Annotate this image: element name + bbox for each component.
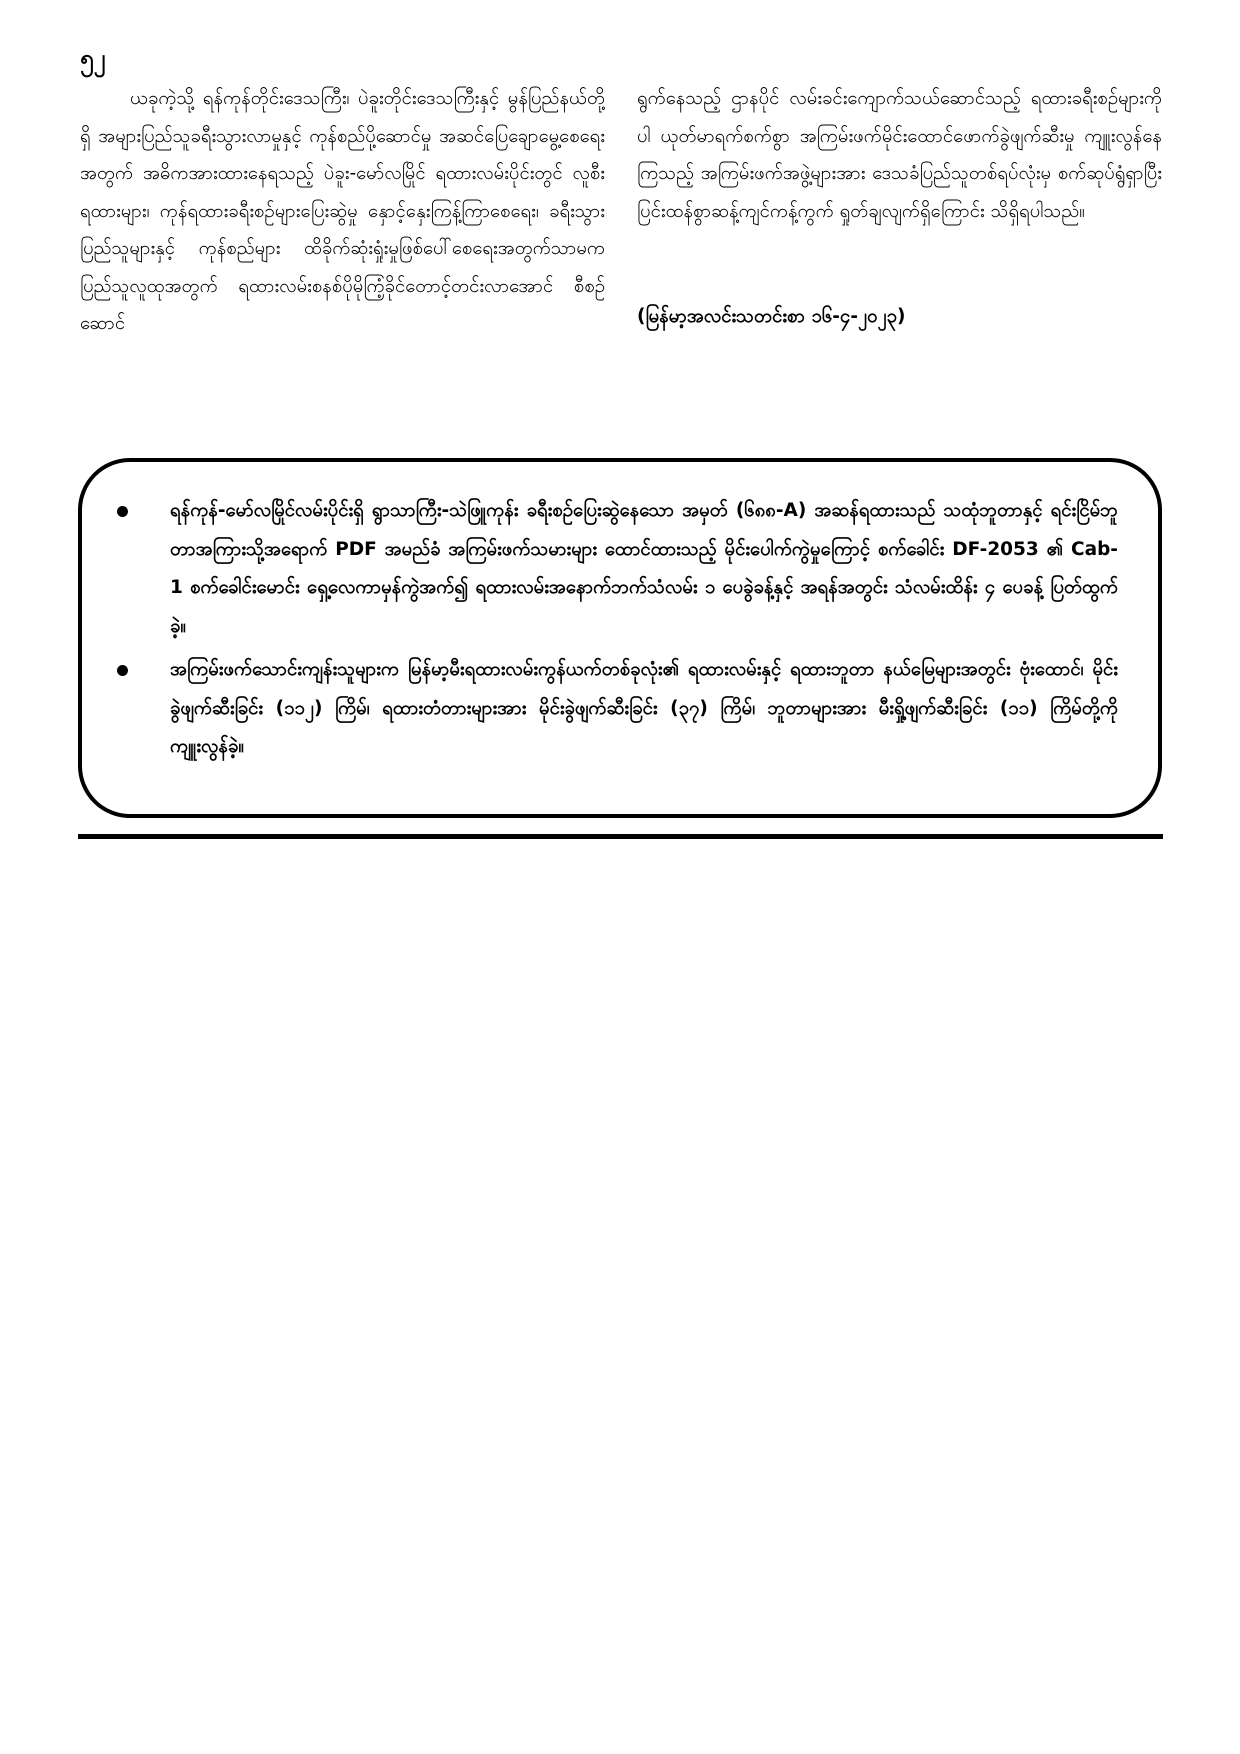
article-paragraph-right: ရွက်နေသည့် ဌာနပိုင် လမ်းခင်းကျောက်သယ်ဆောင်သည့် ရထားခရီးစဉ်များကိုပါ ယုတ်မာရက်စက်စွာ အကြမ်းဖက်မိုင်းထောင်ဖောက်ခွဲဖျက်ဆီးမှု ကျူးလွန်နေကြသည့် အကြမ်းဖက်အဖွဲ့များအား ဒေသခံပြည်သူတစ်ရပ်လုံးမှ စက်ဆုပ်ရွံရှာပြီး ပြင်းထန်စွာဆန့်ကျင်ကန့်ကွက် ရှုတ်ချလျက်ရှိကြောင်း သိရှိရပါသည်။ (637, 88, 1162, 222)
article-source: (မြန်မာ့အလင်းသတင်းစာ ၁၆-၄-၂၀၂၃) (637, 306, 906, 327)
page-number: ၅၂ (80, 44, 106, 72)
article-body (80, 80, 1162, 343)
summary-item (112, 651, 1118, 767)
summary-item (112, 492, 1118, 646)
article-right-column (637, 80, 1162, 343)
bullet-icon (117, 506, 128, 517)
summary-item-text: ရန်ကုန်-မော်လမြိုင်လမ်းပိုင်းရှိ ရွာသာကြီး-သဲဖြူကုန်း ခရီးစဉ်ပြေးဆွဲနေသော အမှတ် (၆၈၈-A) အဆန်ရထားသည် သထုံဘူတာနှင့် ရင်းငြိမ်ဘူတာအကြားသို့အရောက် PDF အမည်ခံ အကြမ်းဖက်သမားများ ထောင်ထားသည့် မိုင်းပေါက်ကွဲမှုကြောင့် စက်ခေါင်း DF-2053 ၏ Cab-1 စက်ခေါင်းမောင်း ရှေ့လေကာမှန်ကွဲအက်၍ ရထားလမ်းအနောက်ဘက်သံလမ်း ၁ ပေခွဲခန့်နှင့် အရန်အတွင်း သံလမ်းထိန်း ၄ ပေခန့် ပြတ်ထွက်ခဲ့။ (170, 500, 1118, 637)
summary-box (78, 458, 1162, 818)
article-paragraph-left: ယခုကဲ့သို့ ရန်ကုန်တိုင်းဒေသကြီး၊ ပဲခူးတိုင်းဒေသကြီးနှင့် မွန်ပြည်နယ်တို့ရှိ အများပြည်သူခရီးသွားလာမှုနှင့် ကုန်စည်ပို့ဆောင်မှု အဆင်ပြေချောမွေ့စေရေးအတွက် အဓိကအားထားနေရသည့် ပဲခူး-မော်လမြိုင် ရထားလမ်းပိုင်းတွင် လူစီးရထားများ၊ ကုန်ရထားခရီးစဉ်များပြေးဆွဲမှု နှောင့်နှေးကြန့်ကြာစေရေး၊ ခရီးသွားပြည်သူများနှင့် ကုန်စည်များ ထိခိုက်ဆုံးရှုံးမှုဖြစ်ပေါ်စေရေးအတွက်သာမက ပြည်သူလူထုအတွက် ရထားလမ်းစနစ်ပိုမိုကြံ့ခိုင်တောင့်တင်းလာအောင် စီစဉ်ဆောင် (80, 88, 605, 334)
horizontal-rule (78, 834, 1163, 839)
summary-item-text: အကြမ်းဖက်သောင်းကျန်းသူများက မြန်မာ့မီးရထားလမ်းကွန်ယက်တစ်ခုလုံး၏ ရထားလမ်းနှင့် ရထားဘူတာ နယ်မြေများအတွင်း ဗုံးထောင်၊ မိုင်းခွဲဖျက်ဆီးခြင်း (၁၁၂) ကြိမ်၊ ရထားတံတားများအား မိုင်းခွဲဖျက်ဆီးခြင်း (၃၇) ကြိမ်၊ ဘူတာများအား မီးရှို့ဖျက်ဆီးခြင်း (၁၁) ကြိမ်တို့ကို ကျူးလွန်ခဲ့။ (170, 659, 1118, 757)
bullet-icon (117, 665, 128, 676)
summary-list (112, 492, 1118, 767)
article-left-column (80, 80, 605, 343)
